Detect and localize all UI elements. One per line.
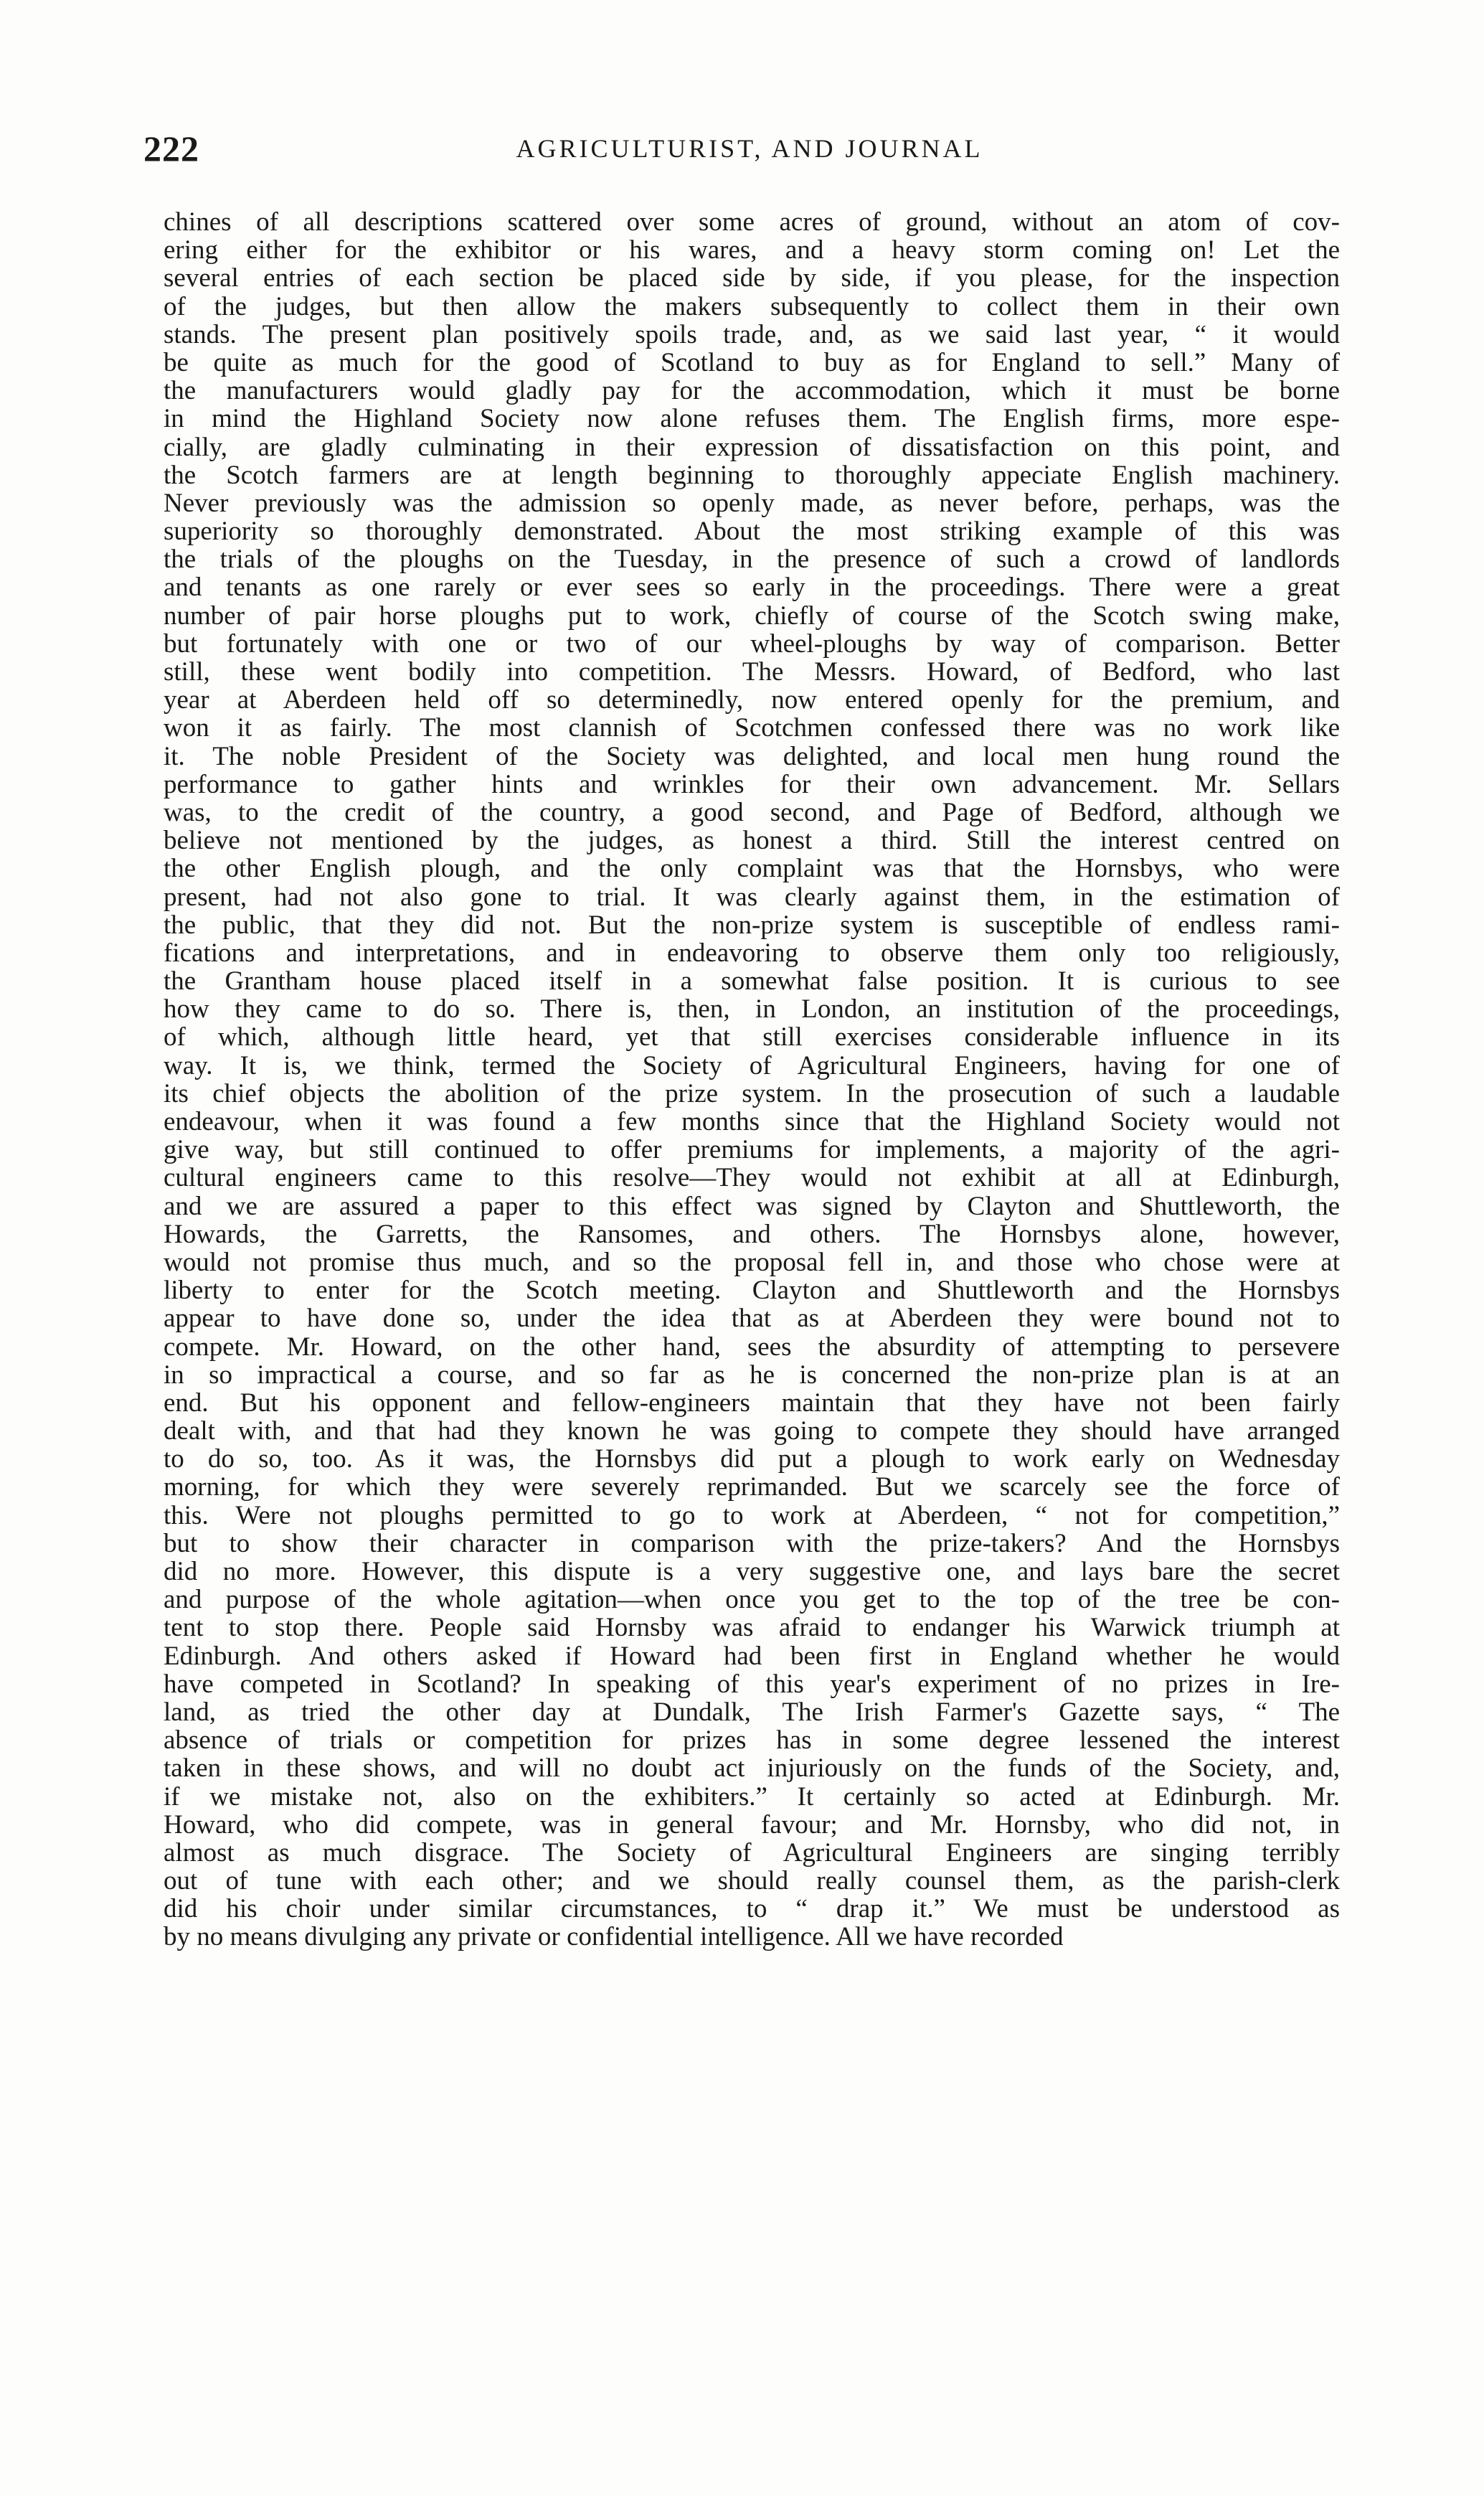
text-line: land, as tried the other day at Dundalk, The Irish Farmer's Gazette says, “ The [164,1697,1340,1727]
text-line: tent to stop there. People said Hornsby was afraid to endanger his Warwick triumph at [164,1614,1340,1642]
text-line: it. The noble President of the Society was delighted, and local men hung round the [164,742,1340,771]
text-line: endeavour, when it was found a few months since that the Highland Society would not [164,1108,1340,1136]
text-line: and purpose of the whole agitation—when once you get to the top of the tree be con- [164,1586,1340,1614]
text-line: morning, for which they were severely reprimanded. But we scarcely see the force of [164,1473,1340,1502]
text-line: but fortunately with one or two of our wheel-ploughs by way of comparison. Better [164,629,1340,658]
text-line: dealt with, and that had they known he was going to compete they should have arranged [164,1417,1340,1446]
text-line: in mind the Highland Society now alone refuses them. The English firms, more espe- [164,405,1340,433]
text-line: stands. The present plan positively spoils trade, and, as we said last year, “ it would [164,320,1340,349]
text-line: present, had not also gone to trial. It was clearly against them, in the estimation of [164,882,1340,911]
text-line: of which, although little heard, yet that still exercises considerable influence in its [164,1023,1340,1052]
text-line: by no means divulging any private or confidential intelligence. All we have recorded [164,1923,1064,1951]
text-line: number of pair horse ploughs put to work, chiefly of course of the Scotch swing make, [164,601,1340,630]
text-line: cially, are gladly culminating in their expression of dissatisfaction on this point, and [164,433,1340,461]
text-line: absence of trials or competition for prizes has in some degree lessened the interest [164,1726,1340,1755]
text-line: still, these went bodily into competition. The Messrs. Howard, of Bedford, who last [164,658,1340,687]
text-line: Never previously was the admission so openly made, as never before, perhaps, was the [164,489,1340,518]
text-line: way. It is, we think, termed the Society of Agricultural Engineers, having for one of [164,1051,1340,1080]
text-line: chines of all descriptions scattered over some acres of ground, without an atom of cov- [164,208,1340,237]
text-line: superiority so thoroughly demonstrated. About the most striking example of this was [164,517,1340,546]
text-line: the other English plough, and the only complaint was that the Hornsbys, who were [164,854,1340,883]
text-line: fications and interpretations, and in endeavoring to observe them only too religiously, [164,938,1340,968]
text-line: performance to gather hints and wrinkles for their own advancement. Mr. Sellars [164,770,1340,799]
running-title: AGRICULTURIST, AND JOURNAL [516,134,983,163]
text-line: ering either for the exhibitor or his wares, and a heavy storm coming on! Let the [164,236,1340,265]
text-line: Edinburgh. And others asked if Howard had been first in England whether he would [164,1642,1340,1670]
text-line: believe not mentioned by the judges, as honest a third. Still the interest centred on [164,826,1340,855]
article-body [164,208,1340,1951]
text-line: Howards, the Garretts, the Ransomes, and others. The Hornsbys alone, however, [164,1220,1340,1248]
text-line: if we mistake not, also on the exhibiters.” It certainly so acted at Edinburgh. Mr. [164,1782,1340,1811]
text-line: and tenants as one rarely or ever sees so early in the proceedings. There were a great [164,573,1340,602]
text-line: Howard, who did compete, was in general favour; and Mr. Hornsby, who did not, in [164,1810,1340,1839]
text-line: to do so, too. As it was, the Hornsbys did put a plough to work early on Wednesday [164,1445,1340,1474]
text-line: of the judges, but then allow the makers subsequently to collect them in their own [164,292,1340,321]
text-line: taken in these shows, and will no doubt act injuriously on the funds of the Society, and, [164,1754,1340,1783]
text-line: in so impractical a course, and so far as he is concerned the non-prize plan is at an [164,1360,1340,1389]
text-line: and we are assured a paper to this effect was signed by Clayton and Shuttleworth, the [164,1192,1340,1220]
running-head [143,128,1356,171]
text-line: cultural engineers came to this resolve—They would not exhibit at all at Edinburgh, [164,1164,1340,1192]
text-line: how they came to do so. There is, then, in London, an institution of the proceedings, [164,995,1340,1024]
text-line: compete. Mr. Howard, on the other hand, sees the absurdity of attempting to persevere [164,1332,1340,1361]
text-line: the trials of the ploughs on the Tuesday, in the presence of such a crowd of landlords [164,545,1340,574]
text-line: year at Aberdeen held off so determinedly, now entered openly for the premium, and [164,686,1340,715]
text-line: was, to the credit of the country, a good second, and Page of Bedford, although we [164,798,1340,827]
text-line: out of tune with each other; and we should really counsel them, as the parish-clerk [164,1867,1340,1895]
text-line: but to show their character in comparison with the prize-takers? And the Hornsbys [164,1529,1340,1558]
text-line: end. But his opponent and fellow-engineers maintain that they have not been fairly [164,1388,1340,1418]
text-line: its chief objects the abolition of the prize system. In the prosecution of such a laudable [164,1079,1340,1108]
text-line: this. Were not ploughs permitted to go to work at Aberdeen, “ not for competition,” [164,1501,1340,1530]
text-line: won it as fairly. The most clannish of Scotchmen confessed there was no work like [164,714,1340,743]
text-line: did his choir under similar circumstances, to “ drap it.” We must be understood as [164,1895,1340,1923]
text-line: have competed in Scotland? In speaking of this year's experiment of no prizes in Ire- [164,1670,1340,1698]
text-line: the manufacturers would gladly pay for the accommodation, which it must be borne [164,377,1340,405]
text-line: the Scotch farmers are at length beginning to thoroughly appeciate English machinery. [164,461,1340,489]
text-line: almost as much disgrace. The Society of Agricultural Engineers are singing terribly [164,1838,1340,1868]
text-line: would not promise thus much, and so the proposal fell in, and those who chose were at [164,1248,1340,1277]
text-line: give way, but still continued to offer premiums for implements, a majority of the agri- [164,1136,1340,1164]
text-line: be quite as much for the good of Scotland to buy as for England to sell.” Many of [164,348,1340,377]
text-line: appear to have done so, under the idea that as at Aberdeen they were bound not to [164,1304,1340,1333]
text-line: the Grantham house placed itself in a somewhat false position. It is curious to see [164,967,1340,996]
text-line: the public, that they did not. But the non-prize system is susceptible of endless rami- [164,910,1340,939]
text-line: liberty to enter for the Scotch meeting. Clayton and Shuttleworth and the Hornsbys [164,1276,1340,1305]
text-line: several entries of each section be placed side by side, if you please, for the inspection [164,264,1340,293]
text-line: did no more. However, this dispute is a very suggestive one, and lays bare the secret [164,1558,1340,1586]
page-number: 222 [143,128,199,169]
